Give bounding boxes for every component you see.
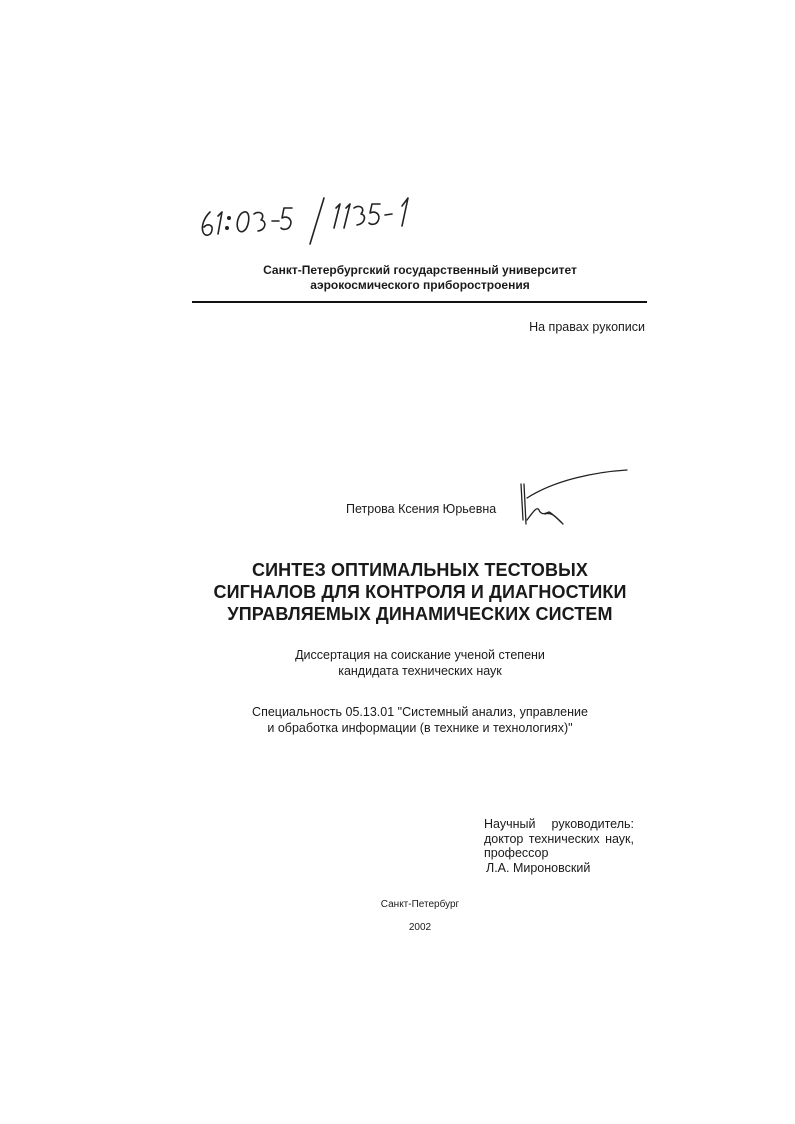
advisor-line-4: Л.А. Мироновский [486,860,591,875]
specialty-line-2: и обработка информации (в технике и технологиях)" [267,721,573,735]
scientific-advisor [484,817,634,875]
advisor-line-1: Научный руководитель: [484,817,634,831]
handwritten-catalog-code [196,190,436,250]
author-signature [515,462,633,532]
university-name [150,263,690,293]
header-divider [192,301,647,303]
university-line-1: Санкт-Петербургский государственный университет [263,263,577,277]
city: Санкт-Петербург [380,899,460,910]
title-line-1: СИНТЕЗ ОПТИМАЛЬНЫХ ТЕСТОВЫХ [252,560,588,580]
author-name: Петрова Ксения Юрьевна [346,502,497,516]
degree-statement [120,647,720,679]
advisor-line-3: профессор [484,846,549,860]
advisor-line-2: доктор технических наук, [484,831,634,846]
degree-line-2: кандидата технических наук [338,664,502,678]
rights-note: На правах рукописи [529,320,645,334]
specialty-line-1: Специальность 05.13.01 "Системный анализ, управление [252,705,588,719]
university-line-2: аэрокосмического приборостроения [310,278,530,292]
specialty-statement [120,704,720,736]
degree-line-1: Диссертация на соискание ученой степени [295,648,545,662]
title-line-3: УПРАВЛЯЕМЫХ ДИНАМИЧЕСКИХ СИСТЕМ [227,604,613,624]
title-line-2: СИГНАЛОВ ДЛЯ КОНТРОЛЯ И ДИАГНОСТИКИ [213,582,627,602]
dissertation-title [100,559,740,625]
year: 2002 [408,922,432,933]
